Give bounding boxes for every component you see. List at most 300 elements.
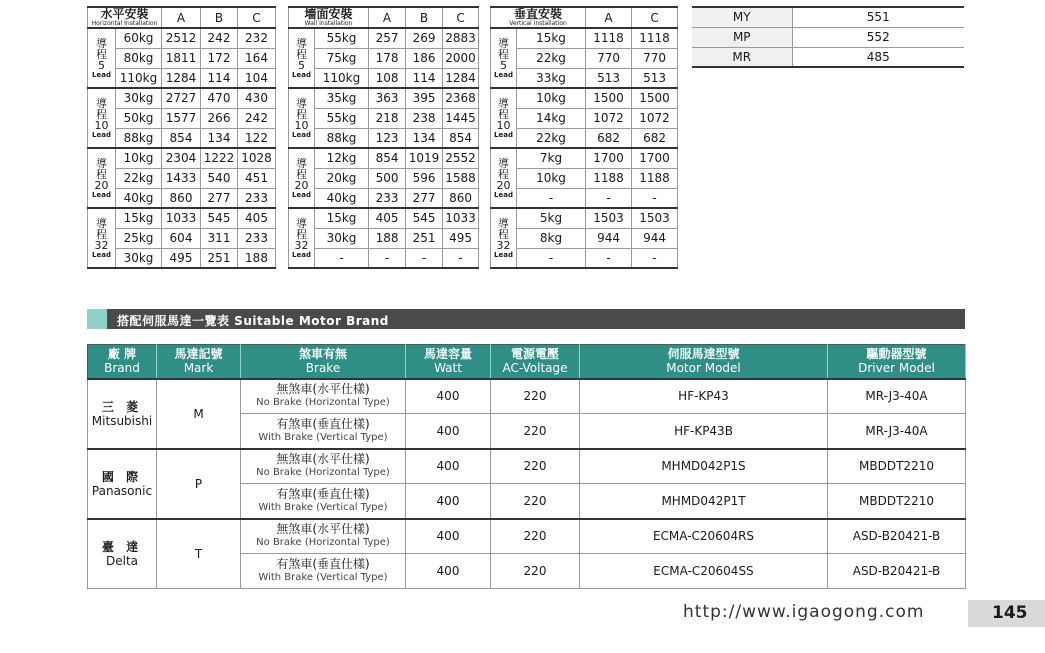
lead-number: 20 [294, 178, 309, 192]
lead-zh: 導程 [296, 216, 307, 241]
driver-model-cell: MR-J3-40A [828, 414, 966, 449]
value-cell: 277 [406, 188, 443, 208]
load-cell: 22kg [116, 168, 162, 188]
load-cell: 50kg [116, 108, 162, 128]
lead-group-label [88, 148, 116, 208]
lead-group-label [491, 88, 517, 148]
watt-cell: 400 [406, 379, 491, 414]
brake-zh: 無煞車(水平仕樣) [276, 382, 370, 397]
load-cell: - [517, 188, 586, 208]
brand-name-en: Panasonic [91, 483, 153, 498]
value-cell: 123 [369, 128, 406, 148]
value-cell: 451 [238, 168, 276, 188]
load-cell: 88kg [116, 128, 162, 148]
motor-model-cell: MHMD042P1S [580, 449, 828, 484]
load-table-title-en: Wall Installation [304, 20, 353, 27]
motor-model-cell: ECMA-C20604SS [580, 554, 828, 589]
moment-row [692, 47, 964, 67]
load-cell: 8kg [517, 228, 586, 248]
header-en: Watt [434, 361, 462, 376]
load-row [289, 28, 479, 48]
value-cell: 604 [162, 228, 201, 248]
lead-en: Lead [292, 250, 311, 259]
brake-type [241, 449, 406, 484]
driver-model-cell: MBDDT2210 [828, 484, 966, 519]
load-row [491, 108, 678, 128]
value-cell: 233 [238, 228, 276, 248]
brand-col-header [241, 345, 406, 379]
lead-en: Lead [92, 250, 111, 259]
load-cell: 30kg [116, 88, 162, 108]
lead-en: Lead [92, 70, 111, 79]
value-cell: 164 [238, 48, 276, 68]
load-cell: 40kg [315, 188, 369, 208]
load-table-header-row [491, 7, 678, 28]
header-zh: 煞車有無 [298, 347, 347, 362]
value-cell: 251 [201, 248, 238, 268]
value-cell: 114 [406, 68, 443, 88]
value-cell: - [632, 248, 678, 268]
lead-group-label [289, 28, 315, 88]
value-cell: 2000 [443, 48, 479, 68]
value-cell: 682 [586, 128, 632, 148]
value-cell: 944 [632, 228, 678, 248]
driver-model-cell: ASD-B20421-B [828, 554, 966, 589]
header-zh: 伺服馬達型號 [667, 347, 740, 362]
load-cell: 15kg [315, 208, 369, 228]
voltage-cell: 220 [491, 484, 580, 519]
lead-zh: 導程 [96, 216, 107, 241]
page-number: 145 [968, 600, 1045, 627]
brand-col-header [580, 345, 828, 379]
load-table-title-zh: 垂直安裝 [514, 7, 563, 21]
value-cell: 545 [406, 208, 443, 228]
value-cell: 172 [201, 48, 238, 68]
brake-type [241, 554, 406, 589]
load-cell: - [517, 248, 586, 268]
brand-col-header [828, 345, 966, 379]
value-cell: 513 [586, 68, 632, 88]
lead-zh: 導程 [296, 36, 307, 61]
value-cell: 233 [369, 188, 406, 208]
brake-zh: 有煞車(垂直仕樣) [276, 416, 370, 431]
watt-cell: 400 [406, 449, 491, 484]
load-row [88, 88, 276, 108]
load-table-title-zh: 墻面安裝 [304, 7, 353, 21]
lead-en: Lead [92, 190, 111, 199]
load-row [491, 248, 678, 268]
brand-row [88, 449, 966, 484]
value-cell: 1500 [632, 88, 678, 108]
watt-cell: 400 [406, 484, 491, 519]
brake-zh: 有煞車(垂直仕樣) [276, 486, 370, 501]
load-row [289, 188, 479, 208]
load-row [88, 228, 276, 248]
value-cell: 495 [443, 228, 479, 248]
header-en: Mark [183, 361, 214, 376]
load-row [491, 208, 678, 228]
value-cell: 134 [406, 128, 443, 148]
value-cell: 1188 [632, 168, 678, 188]
lead-group-label [491, 28, 517, 88]
lead-number: 5 [500, 58, 507, 72]
load-cell: 22kg [517, 128, 586, 148]
value-cell: 500 [369, 168, 406, 188]
value-cell: 770 [586, 48, 632, 68]
column-header: C [632, 7, 678, 28]
load-row [289, 228, 479, 248]
lead-zh: 導程 [498, 96, 509, 121]
brand-name [88, 379, 157, 449]
header-zh: 馬達容量 [423, 347, 472, 362]
value-cell: 2552 [443, 148, 479, 168]
load-row [289, 208, 479, 228]
moment-value: 552 [792, 27, 964, 47]
lead-zh: 導程 [296, 96, 307, 121]
brake-type [241, 519, 406, 554]
header-zh: 廠 牌 [107, 347, 137, 362]
load-cell: 80kg [116, 48, 162, 68]
value-cell: - [443, 248, 479, 268]
load-table-title-en: Horizontal Installation [91, 20, 158, 27]
load-cell: 5kg [517, 208, 586, 228]
load-table-title [289, 7, 369, 28]
brand-col-header [157, 345, 241, 379]
motor-model-cell: HF-KP43B [580, 414, 828, 449]
value-cell: 854 [369, 148, 406, 168]
brake-en: With Brake (Vertical Type) [258, 572, 388, 583]
value-cell: 311 [201, 228, 238, 248]
value-cell: 854 [443, 128, 479, 148]
website-url: http://www.igaogong.com [683, 602, 925, 622]
value-cell: 944 [586, 228, 632, 248]
lead-group-label [289, 208, 315, 268]
lead-en: Lead [494, 70, 513, 79]
lead-en: Lead [494, 250, 513, 259]
value-cell: 363 [369, 88, 406, 108]
lead-en: Lead [292, 190, 311, 199]
brand-name-zh: 國 際 [101, 469, 143, 484]
load-row [289, 248, 479, 268]
load-row [491, 68, 678, 88]
value-cell: 188 [369, 228, 406, 248]
lead-number: 5 [98, 58, 105, 72]
value-cell: 2304 [162, 148, 201, 168]
load-row [88, 248, 276, 268]
column-header: B [201, 7, 238, 28]
value-cell: - [586, 188, 632, 208]
moment-value: 485 [792, 47, 964, 67]
value-cell: 1503 [586, 208, 632, 228]
watt-cell: 400 [406, 519, 491, 554]
value-cell: 233 [238, 188, 276, 208]
value-cell: 114 [201, 68, 238, 88]
load-row [491, 168, 678, 188]
brand-col-header [491, 345, 580, 379]
wall-load-table [288, 6, 479, 269]
driver-model-cell: MBDDT2210 [828, 449, 966, 484]
value-cell: 218 [369, 108, 406, 128]
load-row [289, 88, 479, 108]
load-cell: 10kg [517, 88, 586, 108]
brake-en: No Brake (Horizontal Type) [256, 467, 390, 479]
brand-name [88, 519, 157, 589]
brake-en: With Brake (Vertical Type) [258, 501, 388, 513]
value-cell: 134 [201, 128, 238, 148]
value-cell: 1118 [586, 28, 632, 48]
load-row [88, 128, 276, 148]
load-table-title-en: Vertical Installation [509, 20, 567, 27]
lead-en: Lead [92, 130, 111, 139]
value-cell: 1072 [586, 108, 632, 128]
load-cell: 35kg [315, 88, 369, 108]
column-header: A [369, 7, 406, 28]
value-cell: - [586, 248, 632, 268]
load-cell: - [315, 248, 369, 268]
value-cell: 1118 [632, 28, 678, 48]
header-en: Driver Model [858, 361, 935, 376]
column-header: C [443, 7, 479, 28]
brand-row [88, 519, 966, 554]
lead-group-label [289, 88, 315, 148]
load-cell: 25kg [116, 228, 162, 248]
load-cell: 12kg [315, 148, 369, 168]
value-cell: 405 [369, 208, 406, 228]
load-table-title [491, 7, 586, 28]
column-header: B [406, 7, 443, 28]
value-cell: 470 [201, 88, 238, 108]
load-row [289, 128, 479, 148]
value-cell: 1577 [162, 108, 201, 128]
value-cell: 545 [201, 208, 238, 228]
brand-name [88, 449, 157, 519]
load-cell: 110kg [315, 68, 369, 88]
moment-table [692, 6, 964, 68]
lead-group-label [491, 208, 517, 268]
value-cell: 395 [406, 88, 443, 108]
value-cell: 1811 [162, 48, 201, 68]
motor-model-cell: ECMA-C20604RS [580, 519, 828, 554]
value-cell: 1700 [632, 148, 678, 168]
load-row [289, 108, 479, 128]
value-cell: 232 [238, 28, 276, 48]
moment-row [692, 27, 964, 47]
column-header: A [586, 7, 632, 28]
value-cell: 854 [162, 128, 201, 148]
brand-col-header [88, 345, 157, 379]
load-cell: 10kg [517, 168, 586, 188]
value-cell: 277 [201, 188, 238, 208]
value-cell: 2883 [443, 28, 479, 48]
load-row [289, 168, 479, 188]
value-cell: 1033 [162, 208, 201, 228]
horizontal-load-table [87, 6, 276, 269]
brand-mark: P [157, 449, 241, 519]
load-cell: 88kg [315, 128, 369, 148]
load-row [88, 28, 276, 48]
brake-en: With Brake (Vertical Type) [258, 431, 388, 443]
value-cell: 1500 [586, 88, 632, 108]
value-cell: 2727 [162, 88, 201, 108]
value-cell: 178 [369, 48, 406, 68]
brake-zh: 有煞車(垂直仕樣) [276, 557, 370, 571]
load-cell: 22kg [517, 48, 586, 68]
value-cell: 495 [162, 248, 201, 268]
value-cell: 1445 [443, 108, 479, 128]
load-cell: 60kg [116, 28, 162, 48]
header-zh: 馬達記號 [174, 347, 223, 362]
load-row [491, 188, 678, 208]
value-cell: 2368 [443, 88, 479, 108]
lead-zh: 導程 [96, 36, 107, 61]
watt-cell: 400 [406, 554, 491, 589]
value-cell: 1188 [586, 168, 632, 188]
voltage-cell: 220 [491, 414, 580, 449]
load-table-header-row [88, 7, 276, 28]
load-cell: 14kg [517, 108, 586, 128]
lead-zh: 導程 [96, 156, 107, 181]
load-cell: 15kg [517, 28, 586, 48]
value-cell: 1284 [162, 68, 201, 88]
load-cell: 110kg [116, 68, 162, 88]
value-cell: - [369, 248, 406, 268]
vertical-load-table [490, 6, 678, 269]
watt-cell: 400 [406, 414, 491, 449]
section-accent [87, 309, 107, 329]
value-cell: 1284 [443, 68, 479, 88]
load-cell: 10kg [116, 148, 162, 168]
brake-type [241, 379, 406, 414]
load-cell: 55kg [315, 28, 369, 48]
header-en: Brake [305, 361, 341, 376]
load-cell: 75kg [315, 48, 369, 68]
lead-zh: 導程 [96, 96, 107, 121]
header-zh: 驅動器型號 [866, 347, 927, 362]
load-row [289, 68, 479, 88]
load-cell: 15kg [116, 208, 162, 228]
load-table-title-zh: 水平安裝 [100, 7, 149, 21]
value-cell: 1433 [162, 168, 201, 188]
load-table-header-row [289, 7, 479, 28]
load-cell: 7kg [517, 148, 586, 168]
lead-group-label [289, 148, 315, 208]
load-table-title [88, 7, 162, 28]
lead-number: 20 [496, 178, 511, 192]
load-row [491, 48, 678, 68]
load-row [491, 88, 678, 108]
load-row [88, 148, 276, 168]
lead-number: 32 [294, 238, 309, 252]
lead-number: 10 [496, 118, 511, 132]
value-cell: 1072 [632, 108, 678, 128]
load-cell: 30kg [315, 228, 369, 248]
value-cell: 1503 [632, 208, 678, 228]
lead-number: 10 [294, 118, 309, 132]
value-cell: 188 [238, 248, 276, 268]
value-cell: 108 [369, 68, 406, 88]
section-header-bar [87, 309, 965, 329]
moment-key: MR [692, 47, 792, 67]
value-cell: 1019 [406, 148, 443, 168]
load-cell: 20kg [315, 168, 369, 188]
brand-mark: T [157, 519, 241, 589]
load-row [289, 148, 479, 168]
value-cell: 860 [443, 188, 479, 208]
voltage-cell: 220 [491, 554, 580, 589]
load-row [88, 108, 276, 128]
value-cell: 104 [238, 68, 276, 88]
lead-number: 10 [94, 118, 109, 132]
value-cell: 251 [406, 228, 443, 248]
brake-type [241, 414, 406, 449]
lead-zh: 導程 [498, 156, 509, 181]
load-cell: 30kg [116, 248, 162, 268]
brand-mark: M [157, 379, 241, 449]
brand-name-zh: 臺 達 [101, 539, 143, 554]
brand-name-en: Mitsubishi [91, 413, 153, 428]
moment-key: MY [692, 7, 792, 27]
header-en: Motor Model [666, 361, 741, 376]
value-cell: 770 [632, 48, 678, 68]
value-cell: 405 [238, 208, 276, 228]
value-cell: 242 [238, 108, 276, 128]
load-row [88, 168, 276, 188]
load-cell: 40kg [116, 188, 162, 208]
brake-en: No Brake (Horizontal Type) [256, 537, 390, 549]
load-row [88, 188, 276, 208]
value-cell: 257 [369, 28, 406, 48]
value-cell: 1033 [443, 208, 479, 228]
load-row [88, 208, 276, 228]
lead-en: Lead [292, 70, 311, 79]
section-title: 搭配伺服馬達一覽表 Suitable Motor Brand [117, 314, 389, 328]
brand-table-header-row [88, 345, 966, 379]
column-header: C [238, 7, 276, 28]
voltage-cell: 220 [491, 449, 580, 484]
brand-row [88, 379, 966, 414]
motor-brand-table [87, 344, 966, 589]
brand-name-en: Delta [105, 553, 138, 568]
header-zh: 電源電壓 [510, 347, 559, 362]
value-cell: 1588 [443, 168, 479, 188]
motor-model-cell: HF-KP43 [580, 379, 828, 414]
lead-group-label [491, 148, 517, 208]
voltage-cell: 220 [491, 519, 580, 554]
lead-en: Lead [494, 190, 513, 199]
value-cell: 238 [406, 108, 443, 128]
value-cell: 540 [201, 168, 238, 188]
value-cell: - [406, 248, 443, 268]
value-cell: 596 [406, 168, 443, 188]
load-row [491, 28, 678, 48]
moment-value: 551 [792, 7, 964, 27]
value-cell: 2512 [162, 28, 201, 48]
load-row [289, 48, 479, 68]
load-row [491, 148, 678, 168]
brand-col-header [406, 345, 491, 379]
load-row [88, 68, 276, 88]
value-cell: 430 [238, 88, 276, 108]
header-en: AC-Voltage [502, 361, 568, 376]
lead-number: 5 [298, 58, 305, 72]
lead-number: 20 [94, 178, 109, 192]
value-cell: 269 [406, 28, 443, 48]
load-cell: 55kg [315, 108, 369, 128]
lead-group-label [88, 28, 116, 88]
voltage-cell: 220 [491, 379, 580, 414]
load-row [491, 128, 678, 148]
value-cell: 513 [632, 68, 678, 88]
